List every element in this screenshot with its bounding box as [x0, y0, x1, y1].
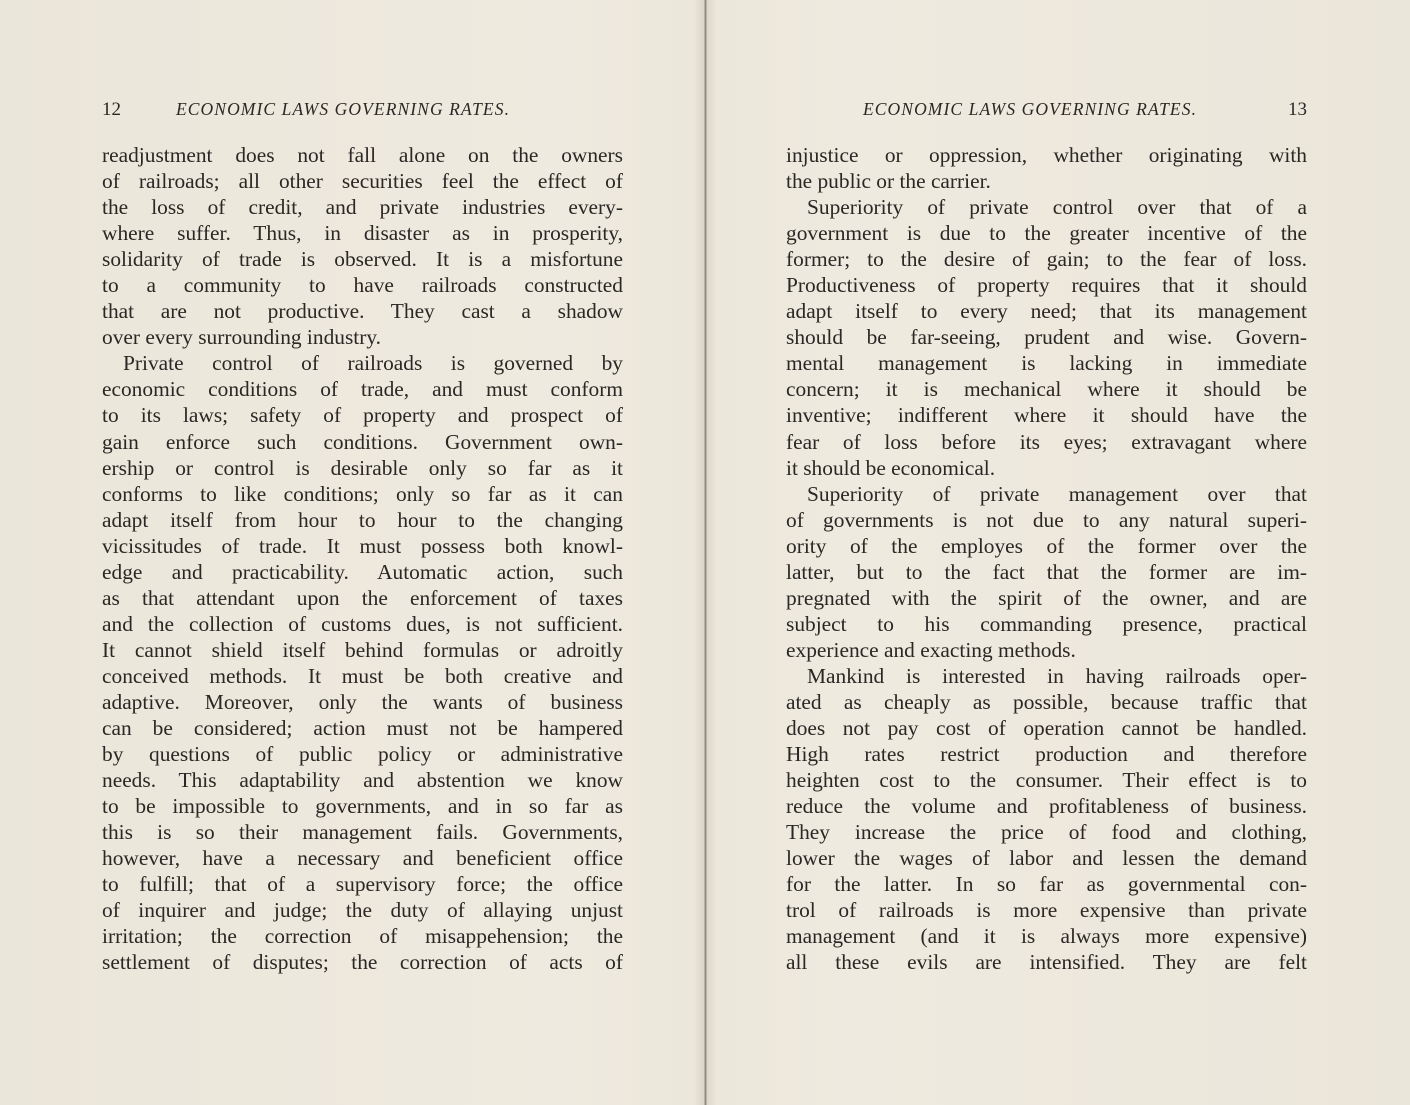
- text-line: latter, but to the fact that the former are im-: [786, 559, 1307, 584]
- text-line: inventive; indifferent where it should have the: [786, 403, 1307, 428]
- text-line: of inquirer and judge; the duty of allaying unjust: [102, 898, 623, 923]
- text-line: solidarity of trade is observed. It is a misfortune: [102, 247, 623, 272]
- text-line: ated as cheaply as possible, because traffic that: [786, 689, 1307, 714]
- text-line: Private control of railroads is governed by: [123, 351, 623, 376]
- text-line: conforms to like conditions; only so far as it can: [102, 481, 623, 506]
- text-line: and the collection of customs dues, is not sufficient.: [102, 611, 623, 636]
- text-line: of railroads; all other securities feel the effect of: [102, 169, 623, 194]
- right-page-text: [786, 142, 1307, 976]
- text-line: to fulfill; that of a supervisory force; the office: [102, 872, 623, 897]
- text-line: Superiority of private control over that of a: [807, 195, 1307, 220]
- text-line: concern; it is mechanical where it should be: [786, 377, 1307, 402]
- text-line: for the latter. In so far as governmental con-: [786, 872, 1307, 897]
- text-line: to a community to have railroads constructed: [102, 273, 623, 298]
- text-line: conceived methods. It must be both creative and: [102, 663, 623, 688]
- text-line: It cannot shield itself behind formulas or adroitly: [102, 637, 623, 662]
- text-line: adaptive. Moreover, only the wants of business: [102, 689, 623, 714]
- text-line: this is so their management fails. Governments,: [102, 820, 623, 845]
- text-line: needs. This adaptability and abstention we know: [102, 768, 623, 793]
- right-page: [707, 0, 1410, 1105]
- text-line: edge and practicability. Automatic action, such: [102, 559, 623, 584]
- text-line: however, have a necessary and beneficient office: [102, 846, 623, 871]
- text-line: pregnated with the spirit of the owner, and are: [786, 585, 1307, 610]
- text-line: former; to the desire of gain; to the fear of loss.: [786, 247, 1307, 272]
- text-line: Mankind is interested in having railroads oper-: [807, 663, 1307, 688]
- text-line: adapt itself to every need; that its management: [786, 299, 1307, 324]
- text-line: readjustment does not fall alone on the owners: [102, 143, 623, 167]
- text-line: injustice or oppression, whether originating with: [786, 143, 1307, 167]
- left-page-header: [102, 99, 622, 125]
- text-line: reduce the volume and profitableness of business.: [786, 794, 1307, 819]
- text-line: all these evils are intensified. They are felt: [786, 950, 1307, 975]
- text-line: over every surrounding industry.: [102, 325, 382, 350]
- right-page-header: [785, 99, 1307, 125]
- text-line: experience and exacting methods.: [786, 637, 1076, 662]
- left-running-title: ECONOMIC LAWS GOVERNING RATES.: [176, 99, 511, 119]
- text-line: vicissitudes of trade. It must possess both knowl-: [102, 533, 623, 558]
- text-line: lower the wages of labor and lessen the demand: [786, 846, 1307, 871]
- text-line: Superiority of private management over that: [807, 481, 1307, 506]
- text-line: government is due to the greater incentive of the: [786, 221, 1307, 246]
- text-line: ority of the employes of the former over the: [786, 533, 1307, 558]
- text-line: settlement of disputes; the correction of acts of: [102, 950, 623, 975]
- text-line: subject to his commanding presence, practical: [786, 611, 1307, 636]
- text-line: does not pay cost of operation cannot be handled.: [786, 716, 1307, 741]
- text-line: it should be economical.: [786, 455, 996, 480]
- text-line: heighten cost to the consumer. Their effect is to: [786, 768, 1307, 793]
- text-line: where suffer. Thus, in disaster as in prosperity,: [102, 221, 623, 246]
- left-page-number: 12: [102, 99, 121, 120]
- left-page-text: [102, 142, 623, 976]
- text-line: They increase the price of food and clothing,: [786, 820, 1307, 845]
- text-line: gain enforce such conditions. Government own-: [102, 429, 623, 454]
- text-line: fear of loss before its eyes; extravagant where: [786, 429, 1307, 454]
- right-running-title: ECONOMIC LAWS GOVERNING RATES.: [863, 99, 1198, 119]
- text-line: by questions of public policy or administrative: [102, 742, 623, 767]
- text-line: to be impossible to governments, and in so far as: [102, 794, 623, 819]
- text-line: the public or the carrier.: [786, 169, 991, 194]
- text-line: can be considered; action must not be hampered: [102, 716, 623, 741]
- left-page: [0, 0, 704, 1105]
- text-line: that are not productive. They cast a shadow: [102, 299, 623, 324]
- text-line: economic conditions of trade, and must conform: [102, 377, 623, 402]
- text-line: High rates restrict production and therefore: [786, 742, 1307, 767]
- right-page-number: 13: [1288, 99, 1307, 120]
- text-line: trol of railroads is more expensive than private: [786, 898, 1307, 923]
- text-line: mental management is lacking in immediate: [786, 351, 1307, 376]
- text-line: to its laws; safety of property and prospect of: [102, 403, 623, 428]
- text-line: management (and it is always more expensive): [786, 924, 1307, 949]
- text-line: the loss of credit, and private industries every-: [102, 195, 623, 220]
- text-line: of governments is not due to any natural superi-: [786, 507, 1307, 532]
- text-line: Productiveness of property requires that it should: [786, 273, 1307, 298]
- text-line: ership or control is desirable only so far as it: [102, 455, 623, 480]
- text-line: adapt itself from hour to hour to the changing: [102, 507, 623, 532]
- text-line: as that attendant upon the enforcement of taxes: [102, 585, 623, 610]
- text-line: should be far-seeing, prudent and wise. Govern-: [786, 325, 1307, 350]
- text-line: irritation; the correction of misappehension; the: [102, 924, 623, 949]
